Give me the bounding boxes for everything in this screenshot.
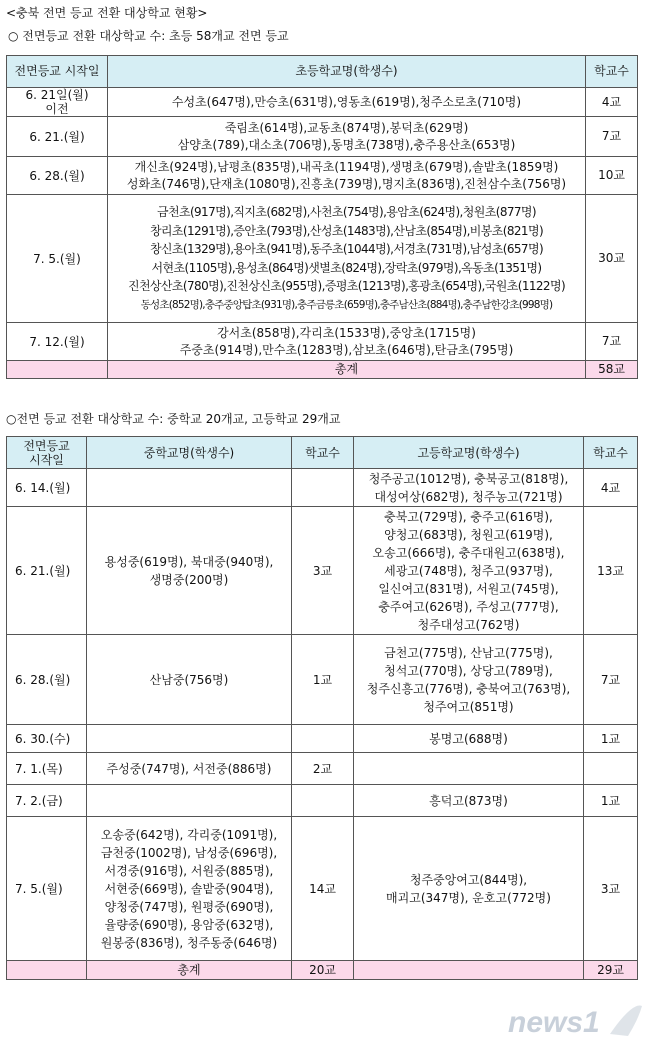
high-schools-cell <box>354 817 584 961</box>
total-blank <box>7 961 87 980</box>
middle-schools-cell-line: 양청중(747명), 원평중(690명), <box>104 899 274 914</box>
start-date-cell: 6. 21.(월) <box>7 117 108 157</box>
table-row <box>7 323 638 361</box>
high-schools-cell <box>354 507 584 635</box>
table-row <box>7 725 638 753</box>
middle-count-cell: 2교 <box>292 753 354 785</box>
elementary-schools-cell-line: 동성초(852명),충주중앙탑초(931명),충주금릉초(659명),충주남산초(884명),충주남한강초(998명) <box>140 298 553 311</box>
news1-swoosh <box>610 1006 642 1036</box>
middle-schools-cell-line: 율량중(690명), 용암중(632명), <box>104 917 274 932</box>
start-date-cell: 7. 1.(목) <box>7 753 87 785</box>
start-date-cell: 7. 5.(월) <box>7 195 108 323</box>
elementary-schools-cell <box>108 88 586 117</box>
start-date-cell: 6. 30.(수) <box>7 725 87 753</box>
high-schools-cell <box>354 469 584 507</box>
table-row <box>7 157 638 195</box>
high-count-cell: 3교 <box>584 817 638 961</box>
table-row <box>7 88 638 117</box>
header-school-count: 학교수 <box>586 56 638 88</box>
elementary-schools-cell-line: 주중초(914명),만수초(1283명),삼보초(646명),탄금초(795명) <box>179 342 514 357</box>
high-schools-cell-line: 금천고(775명), 산남고(775명), <box>384 645 553 660</box>
header-high-schools: 고등학교명(학생수) <box>354 437 584 469</box>
high-schools-cell-line: 청주공고(1012명), 충북공고(818명), <box>368 471 569 486</box>
elementary-schools-cell-line: 창리초(1291명),증안초(793명),산성초(1483명),산남초(854명),비봉초(821명) <box>149 223 544 238</box>
header-elementary-schools: 초등학교명(학생수) <box>108 56 586 88</box>
middle-schools-cell <box>87 817 292 961</box>
high-schools-cell-line: 흥덕고(873명) <box>429 793 508 808</box>
table-row <box>7 195 638 323</box>
high-schools-cell-line: 청주여고(851명) <box>423 699 514 714</box>
high-schools-cell-line: 세광고(748명), 청주고(937명), <box>384 563 553 578</box>
middle-schools-cell <box>87 469 292 507</box>
table-row <box>7 117 638 157</box>
elementary-schools-cell-line: 창신초(1329명),용아초(941명),동주초(1044명),서경초(731명),남성초(657명) <box>149 242 544 256</box>
table-row <box>7 507 638 635</box>
high-count-cell: 7교 <box>584 635 638 725</box>
middle-schools-cell-line: 용성중(619명), 북대중(940명), <box>104 554 274 569</box>
middle-schools-cell <box>87 635 292 725</box>
header-high-count: 학교수 <box>584 437 638 469</box>
elementary-schools-cell-line: 수성초(647명),만승초(631명),영동초(619명),청주소로초(710명) <box>171 94 522 109</box>
school-count-cell: 7교 <box>586 117 638 157</box>
news1-logo <box>506 1000 646 1040</box>
elementary-schools-cell <box>108 195 586 323</box>
high-count-cell: 1교 <box>584 725 638 753</box>
middle-schools-cell-line: 생명중(200명) <box>149 572 229 587</box>
start-date-cell: 7. 12.(월) <box>7 323 108 361</box>
total-row <box>7 361 638 379</box>
elementary-schools-cell-line: 진천상산초(780명),진천상신초(955명),증평초(1213명),홍광초(654명),국원초(1122명) <box>127 279 566 293</box>
table-row <box>7 785 638 817</box>
secondary-subtitle: ○전면 등교 전환 대상학교 수: 중학교 20개교, 고등학교 29개교 <box>6 412 341 426</box>
start-date-cell: 6. 28.(월) <box>7 157 108 195</box>
page-title: <충북 전면 등교 전환 대상학교 현황> <box>6 6 208 20</box>
elementary-schools-cell-line: 서현초(1105명),용성초(864명)샛별초(824명),장락초(979명),옥동초(1351명) <box>151 260 542 275</box>
header-middle-schools: 중학교명(학생수) <box>87 437 292 469</box>
elementary-table <box>6 55 638 379</box>
secondary-table <box>6 436 638 980</box>
high-schools-cell <box>354 635 584 725</box>
elementary-schools-cell-line: 삼양초(789),대소초(706명),동명초(738명),충주용산초(653명) <box>177 137 516 152</box>
middle-count-cell <box>292 725 354 753</box>
elementary-schools-cell-line: 강서초(858명),각리초(1533명),중앙초(1715명) <box>217 325 476 340</box>
middle-schools-cell-line: 서현중(669명), 솔밭중(904명), <box>104 881 274 896</box>
high-schools-cell-line: 청석고(770명), 상당고(789명), <box>384 663 553 678</box>
total-label: 총계 <box>108 361 586 379</box>
elementary-header-row <box>7 56 638 88</box>
start-date-cell: 7. 2.(금) <box>7 785 87 817</box>
middle-count-cell <box>292 469 354 507</box>
school-count-cell: 10교 <box>586 157 638 195</box>
table-row <box>7 817 638 961</box>
header-start-date: 전면등교 시작일 <box>7 56 108 88</box>
middle-schools-cell-line: 주성중(747명), 서전중(886명) <box>106 761 272 776</box>
start-date-cell: 6. 21일(월) 이전 <box>7 88 108 117</box>
middle-schools-cell-line: 산남중(756명) <box>149 672 229 687</box>
high-count-cell: 4교 <box>584 469 638 507</box>
high-count-cell <box>584 753 638 785</box>
school-count-cell: 4교 <box>586 88 638 117</box>
start-date-cell: 6. 21.(월) <box>7 507 87 635</box>
middle-schools-cell <box>87 753 292 785</box>
header-start-date: 전면등교 시작일 <box>7 437 87 469</box>
total-row <box>7 961 638 980</box>
high-schools-cell-line: 청주중앙여고(844명), <box>409 872 528 887</box>
news1-wordmark: news1 <box>508 1006 600 1039</box>
start-date-cell: 6. 14.(월) <box>7 469 87 507</box>
elementary-schools-cell-line: 죽림초(614명),교동초(874명),봉덕초(629명) <box>224 120 469 135</box>
middle-schools-cell-line: 금천중(1002명), 남성중(696명), <box>100 845 278 860</box>
middle-count-cell: 1교 <box>292 635 354 725</box>
elementary-schools-cell-line: 금천초(917명),직지초(682명),사천초(754명),용암초(624명),청원초(877명) <box>156 205 537 219</box>
middle-schools-cell-line: 원봉중(836명), 청주동중(646명) <box>100 935 278 950</box>
high-schools-cell-line: 청주신흥고(776명), 충북여고(763명), <box>366 681 571 696</box>
high-schools-cell-line: 청주대성고(762명) <box>417 617 520 632</box>
elementary-schools-cell <box>108 323 586 361</box>
header-middle-count: 학교수 <box>292 437 354 469</box>
total-blank <box>7 361 108 379</box>
middle-count-cell: 14교 <box>292 817 354 961</box>
school-count-cell: 30교 <box>586 195 638 323</box>
high-schools-cell-line: 대성여상(682명), 청주농고(721명) <box>374 489 563 504</box>
high-total: 29교 <box>584 961 638 980</box>
elementary-schools-cell <box>108 157 586 195</box>
middle-count-cell: 3교 <box>292 507 354 635</box>
high-schools-cell <box>354 753 584 785</box>
middle-schools-cell <box>87 507 292 635</box>
table-row <box>7 635 638 725</box>
middle-count-cell <box>292 785 354 817</box>
high-schools-cell <box>354 725 584 753</box>
elementary-schools-cell-line: 개신초(924명),남평초(835명),내곡초(1194명),생명초(679명),솔밭초(1859명) <box>134 159 559 174</box>
high-schools-cell-line: 충주여고(626명), 주성고(777명), <box>378 599 559 614</box>
elementary-subtitle: ○ 전면등교 전환 대상학교 수: 초등 58개교 전면 등교 <box>8 29 289 43</box>
middle-schools-cell-line: 오송중(642명), 각리중(1091명), <box>100 827 278 842</box>
middle-schools-cell <box>87 785 292 817</box>
high-schools-cell-line: 충북고(729명), 충주고(616명), <box>384 509 553 524</box>
elementary-schools-cell-line: 성화초(746명),단재초(1080명),진흥초(739명),명지초(836명),진천삼수초(756명) <box>126 176 567 191</box>
start-date-cell: 6. 28.(월) <box>7 635 87 725</box>
high-count-cell: 1교 <box>584 785 638 817</box>
total-label: 총계 <box>87 961 292 980</box>
start-date-cell: 7. 5.(월) <box>7 817 87 961</box>
school-count-cell: 7교 <box>586 323 638 361</box>
total-count: 58교 <box>586 361 638 379</box>
table-row <box>7 469 638 507</box>
middle-schools-cell <box>87 725 292 753</box>
high-schools-cell-line: 매괴고(347명), 운호고(772명) <box>386 890 551 905</box>
elementary-schools-cell <box>108 117 586 157</box>
high-schools-cell-line: 일신여고(831명), 서원고(745명), <box>378 581 559 596</box>
high-schools-cell-line: 봉명고(688명) <box>429 731 508 746</box>
middle-total: 20교 <box>292 961 354 980</box>
high-schools-cell <box>354 785 584 817</box>
high-count-cell: 13교 <box>584 507 638 635</box>
secondary-header-row <box>7 437 638 469</box>
high-schools-cell-line: 오송고(666명), 충주대원고(638명), <box>372 545 565 560</box>
high-schools-cell-line: 양청고(683명), 청원고(619명), <box>384 527 553 542</box>
middle-schools-cell-line: 서경중(916명), 서원중(885명), <box>104 863 274 878</box>
total-blank <box>354 961 584 980</box>
table-row <box>7 753 638 785</box>
